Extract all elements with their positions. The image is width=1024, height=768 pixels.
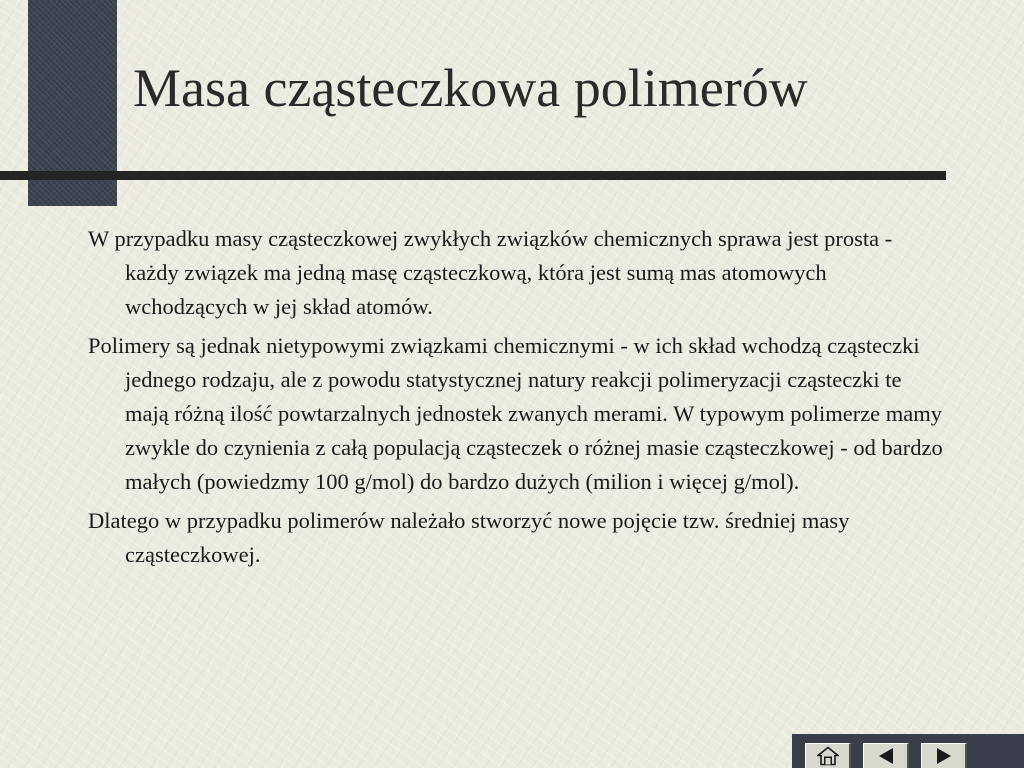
home-button[interactable] <box>805 743 851 768</box>
slide-navigation-bar <box>792 734 1024 768</box>
slide-title: Masa cząsteczkowa polimerów <box>133 58 808 118</box>
body-paragraph-1: W przypadku masy cząsteczkowej zwykłych związków chemicznych sprawa jest prosta - każdy związek ma jedną masę cząsteczkową, która jest sumą mas atomowych wchodzących w jej skład atomów. <box>88 226 893 319</box>
title-divider-rule <box>0 171 946 180</box>
slide-body <box>88 222 948 577</box>
triangle-left-icon <box>878 747 894 765</box>
body-paragraph-3: Dlatego w przypadku polimerów należało stworzyć nowe pojęcie tzw. średniej masy cząsteczkowej. <box>88 508 850 567</box>
body-paragraph-2: Polimery są jednak nietypowymi związkami chemicznymi - w ich skład wchodzą cząsteczki jednego rodzaju, ale z powodu statystycznej natury reakcji polimeryzacji cząsteczki te mają różną ilość powtarzalnych jednostek zwanych merami. W typowym polimerze mamy zwykle do czynienia z całą populacją cząsteczek o różnej masie cząsteczkowej - od bardzo małych (powiedzmy 100 g/mol) do bardzo dużych (milion i więcej g/mol). <box>88 333 943 494</box>
next-slide-button[interactable] <box>921 743 967 768</box>
previous-slide-button[interactable] <box>863 743 909 768</box>
home-icon <box>817 747 839 766</box>
triangle-right-icon <box>936 747 952 765</box>
